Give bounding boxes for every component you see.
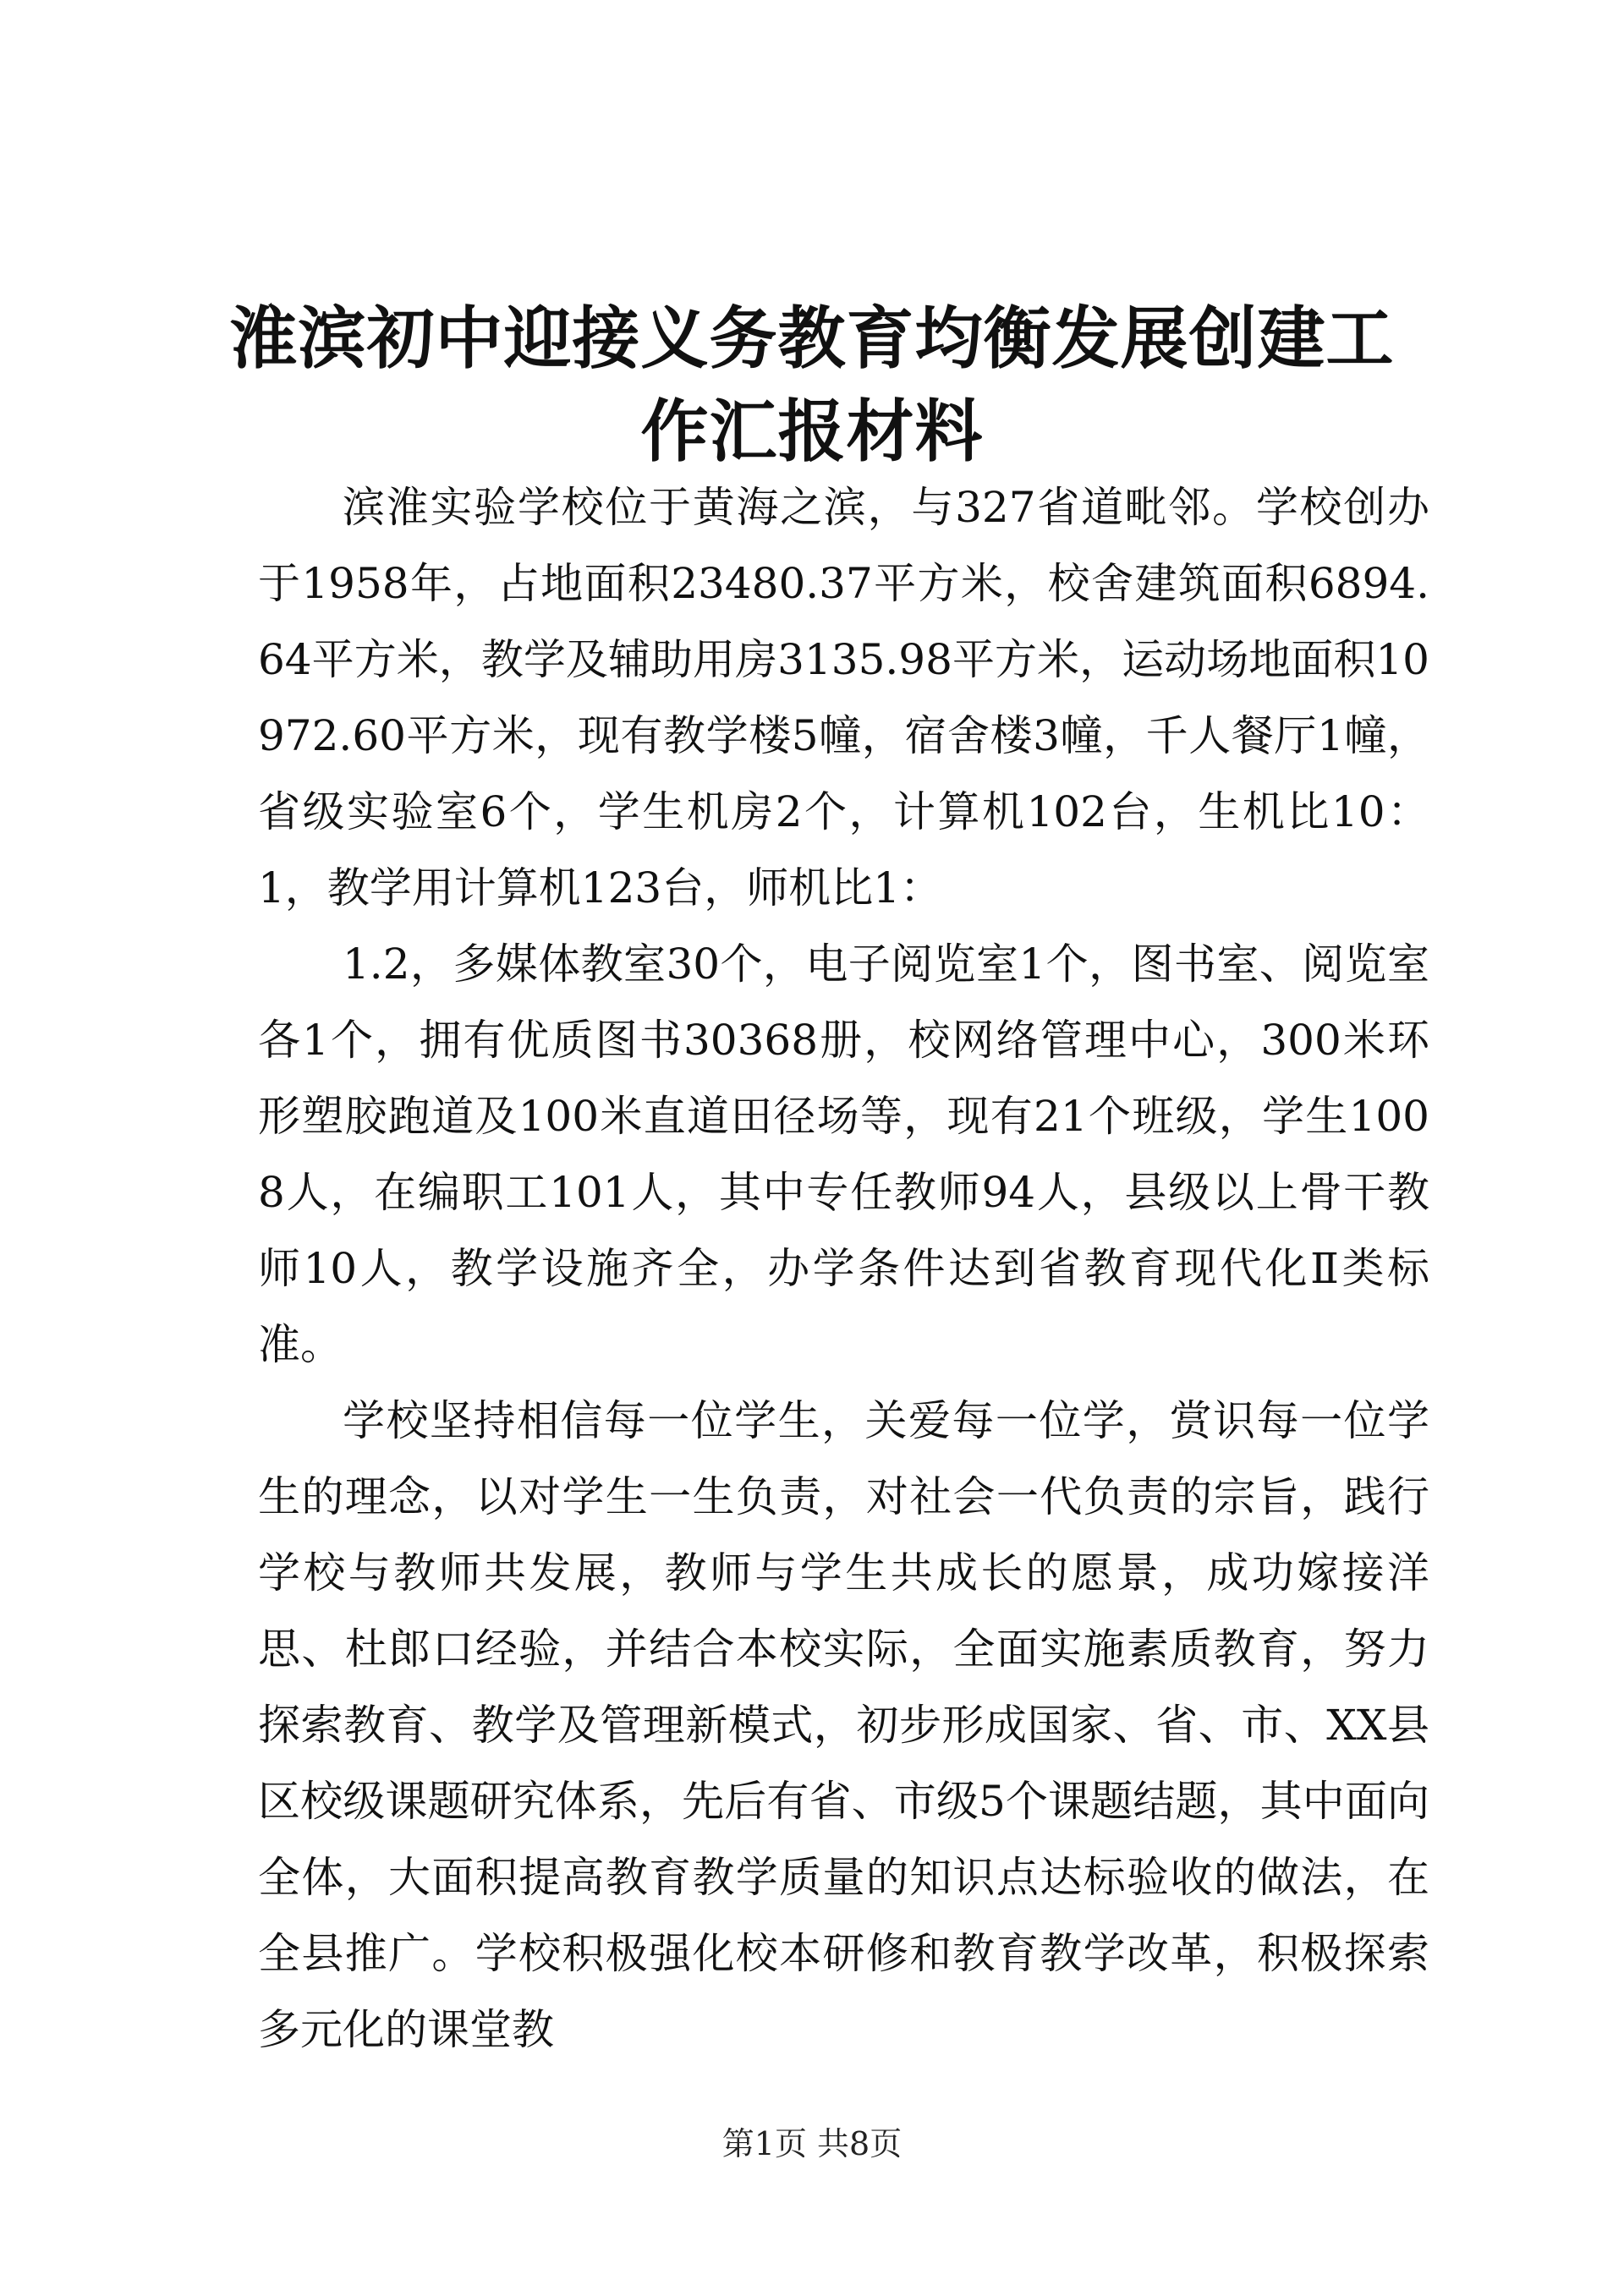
document-title: 淮滨初中迎接义务教育均衡发展创建工作汇报材料 <box>229 299 1395 471</box>
paragraph-1: 滨淮实验学校位于黄海之滨，与327省道毗邻。学校创办于1958年，占地面积23480.37平方米，校舍建筑面积6894.64平方米，教学及辅助用房3135.98平方米，运动场地面积10972.60平方米，现有教学楼5幢，宿舍楼3幢，千人餐厅1幢，省级实验室6个，学生机房2个，计算机102台，生机比10：1，教学用计算机123台，师机比1： <box>258 483 1429 912</box>
paragraph-2: 1.2，多媒体教室30个，电子阅览室1个，图书室、阅览室各1个，拥有优质图书30368册，校网络管理中心，300米环形塑胶跑道及100米直道田径场等，现有21个班级，学生1008人，在编职工101人，其中专任教师94人，县级以上骨干教师10人，教学设施齐全，办学条件达到省教育现代化Ⅱ类标准。 <box>258 940 1429 1369</box>
paragraph-3: 学校坚持相信每一位学生，关爱每一位学，赏识每一位学生的理念，以对学生一生负责，对社会一代负责的宗旨，践行学校与教师共发展，教师与学生共成长的愿景，成功嫁接洋思、杜郎口经验，并结合本校实际，全面实施素质教育，努力探索教育、教学及管理新模式，初步形成国家、省、市、XX县区校级课题研究体系，先后有省、市级5个课题结题，其中面向全体，大面积提高教育教学质量的知识点达标验收的做法，在全县推广。学校积极强化校本研修和教育教学改革，积极探索多元化的课堂教 <box>258 1396 1429 2054</box>
document-body <box>258 469 1429 2068</box>
page-number-footer: 第1页 共8页 <box>721 2125 903 2162</box>
